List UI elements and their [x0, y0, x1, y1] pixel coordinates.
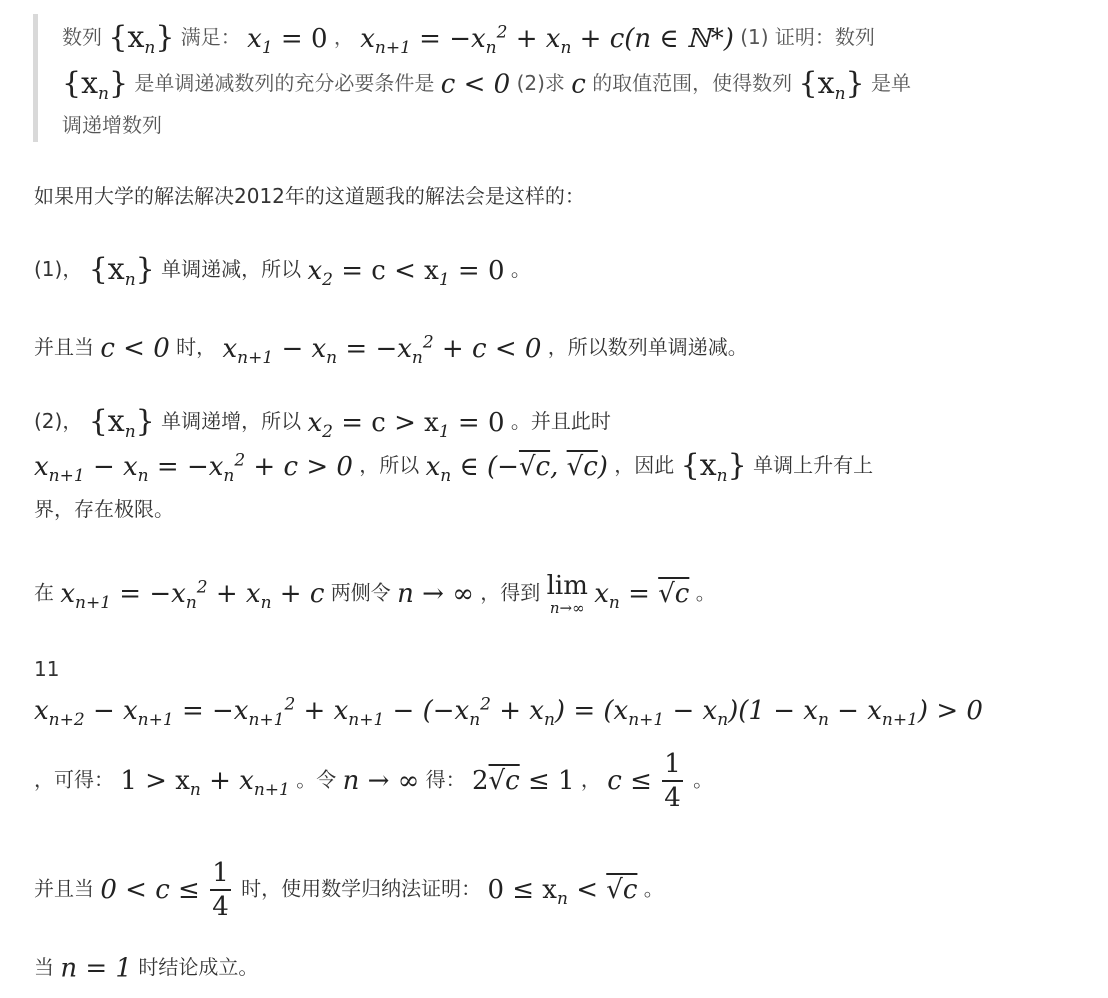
problem-line-1	[62, 20, 875, 59]
text: ，	[580, 767, 601, 792]
math-expr: n = 1	[60, 953, 132, 984]
math-expr: $x_2 = c > x_1 = 0$	[307, 407, 505, 442]
text: 是单调递减数列的充分必要条件是	[134, 71, 435, 95]
text: 并且当	[34, 876, 94, 901]
math-expr: c < 0	[100, 333, 170, 364]
problem-line-2	[62, 66, 911, 105]
math-expr: $x_n = √c$	[594, 579, 690, 614]
math-expr: $x_{n+1} = -x_n^2 + x_n + c$	[60, 577, 325, 614]
text: (1)，	[34, 257, 83, 281]
text: 。令	[296, 767, 337, 792]
text: ，所以	[359, 453, 420, 477]
text: 。并且此时	[510, 409, 611, 433]
math-expr: $x_2 = c < x_1 = 0$	[307, 255, 505, 290]
math-init: $x_1 = 0$	[247, 23, 328, 58]
math-seq: $\{x_n\}$	[88, 252, 155, 291]
math-expr: $x_{n+1} - x_n = -x_n^2 + c < 0$	[222, 331, 542, 368]
text: 。	[510, 257, 531, 281]
math-limit: lim n→∞	[546, 571, 588, 617]
math-seq: $\{x_n\}$	[798, 66, 865, 105]
text: 。	[643, 876, 664, 901]
part1b-line	[34, 331, 748, 368]
text: 满足：	[180, 25, 241, 49]
text: 是单	[870, 71, 911, 95]
part1-line	[34, 252, 531, 291]
math-expr: $x_{n+2} - x_{n+1} = -x_{n+1}^2 + x_{n+1} - (-x_n^2 + x_n) = (x_{n+1} - x_n)(1 - x_n - x_{n+1}) > 0$	[34, 694, 983, 726]
text: 时，	[176, 335, 217, 359]
math-expr: n → ∞	[397, 579, 474, 609]
text: 当	[34, 955, 54, 979]
text: 单调递减，所以	[161, 257, 302, 281]
math-seq: $\{x_n\}$	[108, 20, 175, 59]
math-expr: $x_{n+1} - x_n = -x_n^2 + c > 0$	[34, 449, 353, 486]
math-expr: 0 < c ≤	[100, 875, 200, 905]
text: 单调递增，所以	[161, 409, 302, 433]
math-seq: $\{x_n\}$	[88, 404, 155, 443]
math-fraction: $\frac{1}{4}$	[664, 749, 681, 813]
math-condition: c < 0	[440, 69, 511, 100]
limit-line	[34, 572, 716, 616]
text: 单调上升有上	[753, 453, 874, 477]
text: 时，使用数学归纳法证明：	[241, 876, 482, 901]
text: 的取值范围，使得数列	[592, 71, 793, 95]
math-recurrence: $x_{n+1} = -x_n^2 + x_n + c(n$ ∈ ℕ*)	[360, 21, 734, 58]
deduce-line	[34, 748, 713, 814]
text: 时结论成立。	[138, 955, 259, 979]
part2-line	[34, 404, 611, 443]
math-expr: n → ∞	[342, 766, 420, 796]
math-expr: c ≤	[607, 766, 652, 796]
text: ，	[333, 25, 354, 49]
long-equation	[34, 694, 1074, 726]
intro-text: 如果用大学的解法解决2012年的这道题我的解法会是这样的：	[34, 184, 585, 208]
math-interval: $x_n$ ∈ (−√c, √c)	[425, 451, 608, 486]
text: (1) 证明：数列	[740, 25, 875, 49]
text: 。	[695, 580, 716, 605]
text: 。	[693, 767, 714, 792]
text: 两侧令	[330, 580, 391, 605]
math-fraction: $\frac{1}{4}$	[212, 858, 229, 922]
text: ，得到	[480, 580, 541, 605]
section-number: 11	[34, 657, 60, 681]
text: ，可得：	[34, 767, 114, 792]
text: ，所以数列单调递减。	[547, 335, 748, 359]
math-expr: $0 \le x_n < √c$	[487, 875, 638, 910]
text: 在	[34, 580, 54, 605]
problem-line-3: 调递增数列	[62, 113, 162, 137]
text: (2)，	[34, 409, 83, 433]
final-line	[34, 952, 258, 984]
part2c-line: 界，存在极限。	[34, 497, 174, 521]
text: 并且当	[34, 335, 94, 359]
math-seq: $\{x_n\}$	[680, 448, 747, 487]
blockquote-bar	[33, 14, 38, 142]
text: (2)求	[516, 71, 565, 95]
part2b-line	[34, 448, 874, 487]
math-seq: $\{x_n\}$	[62, 66, 129, 105]
math-expr: $1 > x_n + x_{n+1}$	[120, 766, 290, 801]
math-expr: 2√c ≤ 1	[472, 766, 575, 796]
text: 数列	[62, 25, 102, 49]
text: ，因此	[614, 453, 675, 477]
induction-line	[34, 857, 664, 923]
math-c: c	[571, 69, 586, 100]
text: 得：	[425, 767, 466, 792]
